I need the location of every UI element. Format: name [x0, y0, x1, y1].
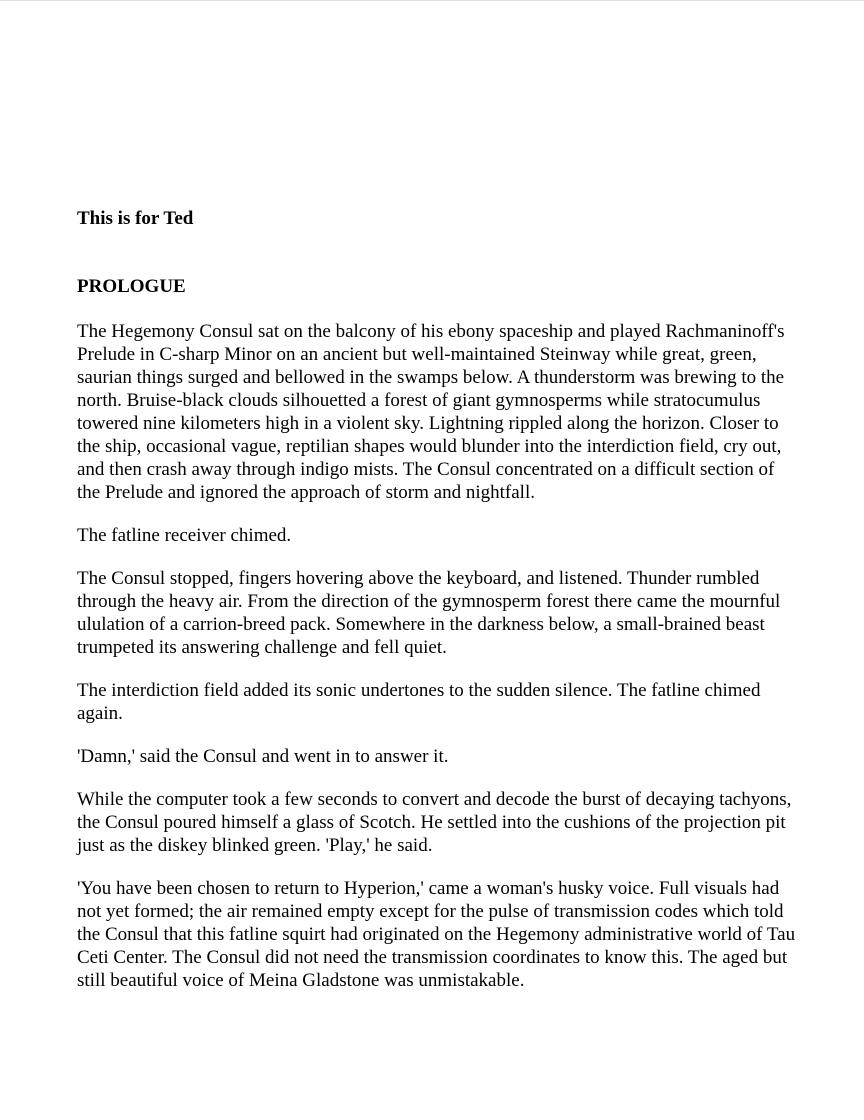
chapter-heading: PROLOGUE — [77, 276, 186, 297]
paragraph: 'You have been chosen to return to Hyperion,' came a woman's husky voice. Full visuals had not yet formed; the air remained empty except for the pulse of transmission codes which told the Consul that this fatline squirt had originated on the Hegemony administrative world of Tau Ceti Center. The Consul did not need the transmission coordinates to know this. The aged but still beautiful voice of Meina Gladstone was unmistakable. — [77, 878, 796, 991]
paragraph: The fatline receiver chimed. — [77, 525, 292, 546]
paragraph: The interdiction field added its sonic undertones to the sudden silence. The fatline chimed again. — [77, 680, 761, 724]
paragraph: The Hegemony Consul sat on the balcony of his ebony spaceship and played Rachmaninoff's Prelude in C-sharp Minor on an ancient but well-maintained Steinway while great, green, saurian things surged and bellowed in the swamps below. A thunderstorm was brewing to the north. Bruise-black clouds silhouetted a forest of giant gymnosperms while stratocumulus towered nine kilometers high in a violent sky. Lightning rippled along the horizon. Closer to the ship, occasional vague, reptilian shapes would blunder into the interdiction field, cry out, and then crash away through indigo mists. The Consul concentrated on a difficult section of the Prelude and ignored the approach of storm and nightfall. — [77, 321, 785, 503]
paragraph: 'Damn,' said the Consul and went in to answer it. — [77, 746, 449, 767]
document-body — [77, 207, 797, 992]
dedication: This is for Ted — [77, 208, 194, 229]
paragraph: The Consul stopped, fingers hovering above the keyboard, and listened. Thunder rumbled through the heavy air. From the direction of the gymnosperm forest there came the mournful ululation of a carrion-breed pack. Somewhere in the darkness below, a small-brained beast trumpeted its answering challenge and fell quiet. — [77, 568, 781, 658]
paragraph: While the computer took a few seconds to convert and decode the burst of decaying tachyons, the Consul poured himself a glass of Scotch. He settled into the cushions of the projection pit just as the diskey blinked green. 'Play,' he said. — [77, 789, 792, 856]
